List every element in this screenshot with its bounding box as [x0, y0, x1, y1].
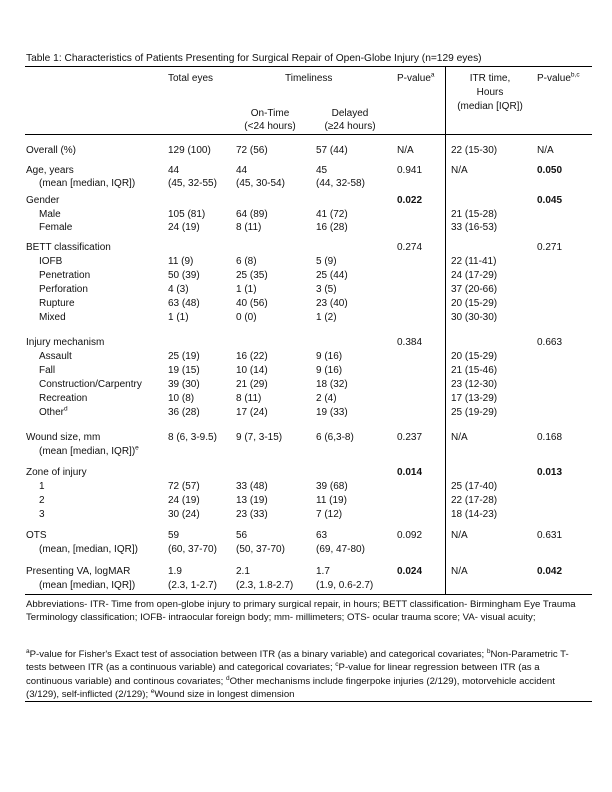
cell-on-time: 44	[236, 165, 248, 176]
cell-delayed: 41 (72)	[316, 209, 348, 220]
row-label: Recreation	[39, 393, 88, 404]
row-label: BETT classification	[26, 242, 111, 253]
cell-delayed: 63	[316, 530, 328, 541]
cell-itr-time: 20 (15-29)	[451, 298, 498, 309]
cell-p-value-bc: 0.013	[537, 467, 563, 478]
itr-column-divider	[445, 66, 446, 594]
cell-total-eyes: 24 (19)	[168, 495, 200, 506]
cell-delayed: 2 (4)	[316, 393, 337, 404]
cell-total-eyes: 25 (19)	[168, 351, 200, 362]
cell-delayed: 1 (2)	[316, 312, 337, 323]
cell-itr-time: 33 (16-53)	[451, 222, 498, 233]
header-ontime-line2: (<24 hours)	[244, 121, 296, 132]
row-label: 3	[39, 509, 45, 520]
footnote-notes: $^a$P-value for Fisher's Exact test of association between ITR (as a binary variable) and categorical covariates; $^b$Non-Parametric T-tests between ITR (as a continuous variable) and categorical covariates; $^c$P-value for linear regression between ITR (as a continuous variable) and continous covariates; $^d$Other mechanisms include fingerpoke injuries (2/129), motorvehicle accident (3/129), self-inflicted (2/129); $^e$Wound size in longest dimension	[26, 647, 569, 701]
header-pvalue2: P-value$^{b,c}$	[537, 71, 580, 84]
cell-on-time: 1 (1)	[236, 284, 257, 295]
cell-total-eyes: 44	[168, 165, 180, 176]
cell-total-eyes: 24 (19)	[168, 222, 200, 233]
cell-p-value-bc: 0.663	[537, 337, 563, 348]
row-label: Perforation	[39, 284, 88, 295]
row-label: OTS	[26, 530, 47, 541]
cell-total-eyes: 39 (30)	[168, 379, 200, 390]
cell-total-eyes: 11 (9)	[168, 256, 194, 267]
cell-p-value-a: N/A	[397, 145, 414, 156]
cell-itr-time: N/A	[451, 566, 468, 577]
cell-delayed: (44, 32-58)	[316, 178, 365, 189]
cell-itr-time: 23 (12-30)	[451, 379, 498, 390]
row-label: Age, years	[26, 165, 74, 176]
footnote-bottom-rule	[25, 701, 592, 702]
row-label: Female	[39, 222, 73, 233]
cell-total-eyes: 8 (6, 3-9.5)	[168, 432, 217, 443]
cell-itr-time: N/A	[451, 530, 468, 541]
row-label: 2	[39, 495, 45, 506]
cell-total-eyes: 63 (48)	[168, 298, 200, 309]
cell-on-time: 8 (11)	[236, 222, 262, 233]
header-delayed-line2: (≥24 hours)	[324, 121, 376, 132]
cell-on-time: 25 (35)	[236, 270, 268, 281]
row-label: 1	[39, 481, 45, 492]
cell-itr-time: 17 (13-29)	[451, 393, 498, 404]
cell-p-value-a: 0.237	[397, 432, 423, 443]
cell-itr-time: 30 (30-30)	[451, 312, 498, 323]
header-ontime-line1: On-Time	[250, 108, 290, 119]
table-top-rule	[25, 66, 592, 67]
cell-on-time: 23 (33)	[236, 509, 268, 520]
cell-delayed: 23 (40)	[316, 298, 348, 309]
cell-on-time: 16 (22)	[236, 351, 268, 362]
cell-itr-time: 25 (19-29)	[451, 407, 498, 418]
row-label: (mean, [median, IQR])	[39, 544, 138, 555]
row-label: Construction/Carpentry	[39, 379, 142, 390]
cell-p-value-a: 0.092	[397, 530, 423, 541]
row-label: Wound size, mm	[26, 432, 101, 443]
cell-delayed: 19 (33)	[316, 407, 348, 418]
cell-p-value-bc: 0.050	[537, 165, 563, 176]
cell-p-value-bc: 0.045	[537, 195, 563, 206]
cell-on-time: 9 (7, 3-15)	[236, 432, 283, 443]
cell-on-time: 21 (29)	[236, 379, 268, 390]
header-pvalue: P-value$^a$	[397, 71, 435, 84]
cell-p-value-bc: 0.168	[537, 432, 563, 443]
cell-total-eyes: (60, 37-70)	[168, 544, 217, 555]
cell-delayed: 18 (32)	[316, 379, 348, 390]
header-bottom-rule	[25, 134, 592, 135]
cell-p-value-a: 0.024	[397, 566, 423, 577]
cell-itr-time: 21 (15-28)	[451, 209, 498, 220]
row-label: (mean [median, IQR])$^e$	[39, 444, 139, 457]
cell-delayed: (1.9, 0.6-2.7)	[316, 580, 374, 591]
header-delayed-line1: Delayed	[331, 108, 369, 119]
cell-total-eyes: 105 (81)	[168, 209, 206, 220]
row-label: Overall (%)	[26, 145, 77, 156]
row-label: IOFB	[39, 256, 63, 267]
cell-p-value-bc: N/A	[537, 145, 554, 156]
cell-p-value-bc: 0.631	[537, 530, 563, 541]
cell-total-eyes: 30 (24)	[168, 509, 200, 520]
cell-total-eyes: 19 (15)	[168, 365, 200, 376]
cell-total-eyes: 72 (57)	[168, 481, 200, 492]
cell-on-time: 56	[236, 530, 248, 541]
cell-total-eyes: 4 (3)	[168, 284, 189, 295]
cell-on-time: (2.3, 1.8-2.7)	[236, 580, 294, 591]
cell-itr-time: 22 (11-41)	[451, 256, 497, 267]
cell-on-time: 33 (48)	[236, 481, 268, 492]
cell-itr-time: 24 (17-29)	[451, 270, 498, 281]
cell-delayed: 6 (6,3-8)	[316, 432, 354, 443]
row-label: Assault	[39, 351, 72, 362]
cell-itr-time: 37 (20-66)	[451, 284, 498, 295]
cell-p-value-a: 0.014	[397, 467, 423, 478]
row-label: Zone of injury	[26, 467, 87, 478]
cell-p-value-a: 0.384	[397, 337, 423, 348]
cell-on-time: 10 (14)	[236, 365, 268, 376]
header-timeliness: Timeliness	[285, 73, 333, 84]
cell-on-time: 17 (24)	[236, 407, 268, 418]
cell-on-time: 6 (8)	[236, 256, 257, 267]
row-label: Presenting VA, logMAR	[26, 566, 131, 577]
cell-on-time: 40 (56)	[236, 298, 268, 309]
cell-delayed: 9 (16)	[316, 351, 343, 362]
table-caption: Table 1: Characteristics of Patients Presenting for Surgical Repair of Open-Globe Injury (n=129 eyes)	[26, 53, 482, 64]
cell-total-eyes: 36 (28)	[168, 407, 200, 418]
cell-delayed: 5 (9)	[316, 256, 337, 267]
header-total-eyes: Total eyes	[168, 73, 214, 84]
row-label: (mean [median, IQR])	[39, 178, 136, 189]
cell-total-eyes: 1.9	[168, 566, 182, 577]
cell-delayed: 16 (28)	[316, 222, 348, 233]
cell-on-time: (45, 30-54)	[236, 178, 285, 189]
cell-p-value-bc: 0.042	[537, 566, 563, 577]
cell-on-time: 64 (89)	[236, 209, 268, 220]
footnote-abbreviations: Abbreviations- ITR- Time from open-globe injury to primary surgical repair, in hours; BETT classification- Birmingham Eye Trauma Terminology classification; IOFB- intraocular foreign body; mm- millimeters; OTS- ocular trauma score; VA- visual acuity;	[26, 599, 576, 624]
cell-total-eyes: (45, 32-55)	[168, 178, 217, 189]
cell-total-eyes: (2.3, 1-2.7)	[168, 580, 217, 591]
cell-total-eyes: 59	[168, 530, 180, 541]
cell-on-time: 72 (56)	[236, 145, 268, 156]
cell-delayed: 45	[316, 165, 328, 176]
cell-delayed: 39 (68)	[316, 481, 348, 492]
cell-p-value-a: 0.941	[397, 165, 423, 176]
cell-itr-time: 22 (17-28)	[451, 495, 498, 506]
cell-p-value-a: 0.022	[397, 195, 423, 206]
cell-total-eyes: 10 (8)	[168, 393, 195, 404]
cell-p-value-bc: 0.271	[537, 242, 563, 253]
row-label: (mean [median, IQR])	[39, 580, 136, 591]
cell-itr-time: N/A	[451, 165, 468, 176]
cell-delayed: 1.7	[316, 566, 330, 577]
cell-on-time: 13 (19)	[236, 495, 268, 506]
cell-delayed: 25 (44)	[316, 270, 348, 281]
row-label: Male	[39, 209, 61, 220]
cell-itr-time: 22 (15-30)	[451, 145, 498, 156]
cell-total-eyes: 129 (100)	[168, 145, 211, 156]
cell-total-eyes: 50 (39)	[168, 270, 200, 281]
cell-on-time: (50, 37-70)	[236, 544, 285, 555]
cell-on-time: 0 (0)	[236, 312, 257, 323]
cell-itr-time: 20 (15-29)	[451, 351, 498, 362]
cell-total-eyes: 1 (1)	[168, 312, 189, 323]
row-label: Rupture	[39, 298, 75, 309]
cell-itr-time: 25 (17-40)	[451, 481, 498, 492]
table-bottom-rule	[25, 594, 592, 595]
row-label: Fall	[39, 365, 56, 376]
cell-on-time: 2.1	[236, 566, 250, 577]
cell-delayed: 57 (44)	[316, 145, 348, 156]
header-itr-line2: Hours	[476, 87, 504, 98]
cell-p-value-a: 0.274	[397, 242, 423, 253]
row-label: Gender	[26, 195, 60, 206]
row-label: Other$^d$	[39, 405, 68, 418]
cell-delayed: 3 (5)	[316, 284, 337, 295]
header-itr-line3: (median [IQR])	[457, 101, 523, 112]
row-label: Injury mechanism	[26, 337, 105, 348]
cell-delayed: 7 (12)	[316, 509, 343, 520]
row-label: Penetration	[39, 270, 91, 281]
cell-itr-time: 21 (15-46)	[451, 365, 498, 376]
cell-itr-time: 18 (14-23)	[451, 509, 498, 520]
cell-itr-time: N/A	[451, 432, 468, 443]
cell-delayed: 11 (19)	[316, 495, 347, 506]
cell-delayed: 9 (16)	[316, 365, 343, 376]
cell-delayed: (69, 47-80)	[316, 544, 365, 555]
cell-on-time: 8 (11)	[236, 393, 262, 404]
row-label: Mixed	[39, 312, 66, 323]
header-itr-line1: ITR time,	[469, 73, 511, 84]
